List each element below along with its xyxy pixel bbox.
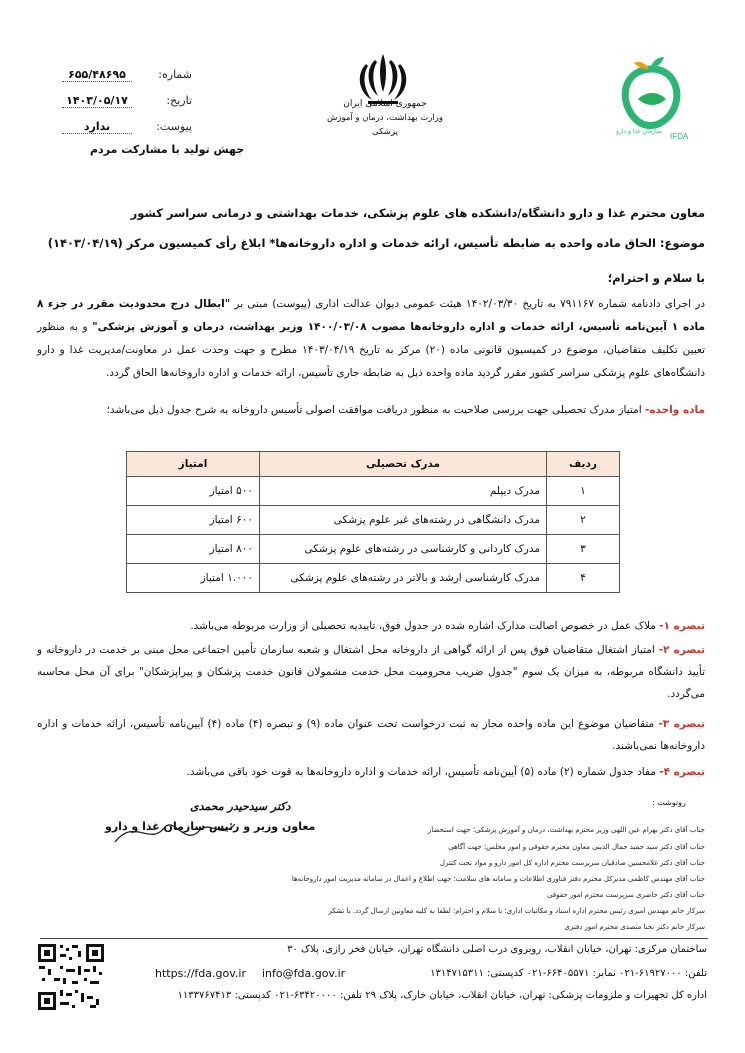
letter-number [62,68,192,82]
row-degree: مدرک کاردانی و کارشناسی در رشته‌های علوم پزشکی [260,535,547,564]
row-number: ۲ [547,506,620,535]
row-score: ۸۰۰ امتیاز [127,535,260,564]
signer-name: دکتر سیدحیدر محمدی [190,800,291,813]
signature-scribble-icon [110,812,240,852]
note-text: ملاک عمل در خصوص اصالت مدارک اشاره شده در جدول فوق، تاییدیه تحصیلی از وزارت مربوطه می‌باشد. [190,620,660,632]
note-label: تبصره ۳- [658,718,705,730]
cc-line: جناب آقای دکتر سید حمید جمال الدینی معاون محترم حقوقی و امور مجلس؛ جهت آگاهی [448,843,705,851]
note-1 [37,615,705,637]
ministry-name [320,97,450,139]
note-3 [37,713,705,757]
cc-line: سرکار خانم مهندس امیری رئیس محترم اداره اسناد و مکاتبات اداری؛ با سلام و احترام؛ لطفا به کلیه معاونین ارسال گردد. با تشکر [328,907,705,915]
number-label: شماره: [158,68,192,81]
footer-phone: تلفن: ۶۱۹۲۷۰۰۰-۰۲۱ نمابر: ۶۶۴۰۵۵۷۱-۰۲۱ کدپستی: ۱۳۱۴۷۱۵۳۱۱ [430,968,707,979]
cc-heading: رونوشت : [652,798,686,807]
note-text: امتیاز اشتغال متقاضیان فوق پس از ارائه گواهی از داروخانه محل اشتغال و شعبه سازمان تأمین اجتماعی محل مبنی بر خدمت در داروخانه و تأیید دانشگاه مربوطه، به میزان یک سوم "جدول ضریب محرومیت محل خدمت مشمولان قانون خدمت پزشکان و پیراپزشکان" برای آن محل محاسبه می‌گردد. [37,644,705,700]
subject: موضوع: الحاق ماده واحده به ضابطه تأسیس، ارائه خدمات و اداره داروخانه‌ها* ابلاغ رأی کمیسیون مرکز (۱۴۰۳/۰۴/۱۹) [47,236,705,250]
addressee: معاون محترم غذا و دارو دانشگاه/دانشکده های علوم پزشکی، خدمات بهداشتی و درمانی سراسر کشور [130,206,705,220]
note-4 [37,761,705,783]
article-text: امتیاز مدرک تحصیلی جهت بررسی صلاحیت به منظور دریافت موافقت اصولی تأسیس داروخانه به شرح جدول ذیل می‌باشد؛ [106,404,645,416]
date-label: تاریخ: [166,94,192,107]
fda-logo-icon [612,55,692,145]
col-degree-header: مدرک تحصیلی [260,452,547,477]
greeting: با سلام و احترام؛ [607,271,705,285]
paragraph-part-1: در اجرای دادنامه شماره ۷۹۱۱۶۷ به تاریخ ۱۴۰۲/۰۳/۳۰ هیئت عمومی دیوان عدالت اداری (پیوست) مبنی بر [230,298,706,310]
row-degree: مدرک کارشناسی ارشد و بالاتر در رشته‌های علوم پزشکی [260,564,547,593]
ministry-line-1: جمهوری اسلامی ایران [343,99,427,109]
table-row [127,564,620,593]
number-value: ۶۵۵/۴۸۶۹۵ [62,68,132,82]
letter-date [62,94,192,108]
row-score: ۶۰۰ امتیاز [127,506,260,535]
ministry-line-2: وزارت بهداشت، درمان و آموزش پزشکی [327,113,443,137]
letter-attachment [62,120,192,134]
col-row-header: ردیف [547,452,620,477]
row-degree: مدرک دانشگاهی در رشته‌های غیر علوم پزشکی [260,506,547,535]
cc-line: جناب آقای دکتر حاضری سرپرست محترم امور حقوقی [546,891,705,899]
slogan: جهش تولید با مشارکت مردم [90,143,245,156]
note-text: مفاد جدول شماره (۲) ماده (۵) آیین‌نامه تأسیس، ارائه خدمات و اداره داروخانه‌ها به قوت خود باقی می‌باشد. [186,766,660,778]
fda-abbr: IFDA [670,132,689,141]
degree-score-table [126,451,620,593]
note-label: تبصره ۱- [659,620,705,632]
table-row [127,535,620,564]
table-header-row [127,452,620,477]
website-link[interactable]: https://fda.gov.ir [155,967,246,980]
row-degree: مدرک دیپلم [260,477,547,506]
row-score: ۵۰۰ امتیاز [127,477,260,506]
footer-address: ساختمان مرکزی: تهران، خیابان انقلاب، روبروی درب اصلی دانشگاه تهران، خیابان فخر رازی، پلاک ۳۰ [287,944,707,955]
article-label: ماده واحده- [644,404,705,416]
qr-code-icon [36,942,106,1012]
footer-equipment-office: اداره کل تجهیزات و ملزومات پزشکی: تهران، خیابان انقلاب، خیابان خارک، پلاک ۲۹ تلفن: ۶۳۴۲۰۰۰۰-۰۲۱ کدپستی: ۱۱۳۳۷۶۷۴۱۳ [177,990,707,1001]
paragraph-part-2: و به منظور تعیین تکلیف متقاضیان، موضوع در کمیسیون قانونی ماده (۲۰) مرکز به تاریخ ۱۴۰۳/۰۴/۱۹ مطرح و جهت وحدت عمل در معاونت/مدیریت غذا و دارو دانشگاه‌های علوم پزشکی سراسر کشور مقرر گردید ماده واحده ذیل به ضابطه جاری تأسیس، ارائه خدمات و اداره داروخانه‌ها الحاق گردد. [37,321,705,379]
row-number: ۱ [547,477,620,506]
date-value: ۱۴۰۳/۰۵/۱۷ [62,94,132,108]
row-score: ۱.۰۰۰ امتیاز [127,564,260,593]
cc-line: جناب آقای دکتر غلامحسین صادقیان سرپرست محترم اداره کل امور دارو و مواد تحت کنترل [439,859,705,867]
email-link[interactable]: info@fda.gov.ir [262,967,346,980]
row-number: ۴ [547,564,620,593]
table-row [127,506,620,535]
fda-text: سازمان غذا و دارو [616,128,662,135]
note-2 [37,639,705,705]
row-number: ۳ [547,535,620,564]
body-paragraph [37,293,705,385]
cc-line: سرکار خانم دکتر نخنا متصدی محترم امور دفتری [564,923,705,931]
cc-line: جناب آقای دکتر بهرام عین اللهی وزیر محترم بهداشت، درمان و آموزش پزشکی؛ جهت استحضار [427,826,705,834]
attach-value: ندارد [62,120,132,134]
article-paragraph [37,399,705,422]
table-row [127,477,620,506]
col-score-header: امتیاز [127,452,260,477]
attach-label: پیوست: [156,120,192,133]
signer-title: معاون وزیر و رئیس سازمان غذا و دارو [105,820,316,833]
paragraph-bold: "ابطال درج محدودیت مقرر در جزء ۸ ماده ۱ آیین‌نامه تأسیس، ارائه خدمات و اداره داروخانه‌ها مصوب ۱۴۰۰/۰۳/۰۸ وزیر بهداشت، درمان و آموزش پزشکی" [37,298,705,333]
footer-divider [40,938,708,939]
note-label: تبصره ۴- [659,766,705,778]
note-text: متقاضیان موضوع این ماده واحده مجاز به ثبت درخواست تحت عنوان ماده (۹) و تبصره (۴) ماده (۴) آیین‌نامه تأسیس، ارائه خدمات و اداره داروخانه‌ها نمی‌باشند. [37,718,705,752]
note-label: تبصره ۲- [658,644,705,656]
cc-line: جناب آقای مهندس کاظمی مدیرکل محترم دفتر فناوری اطلاعات و سامانه های سلامت؛ جهت اطلاع و اعمال در سامانه مدیریت امور داروخانه‌ها [291,875,705,883]
